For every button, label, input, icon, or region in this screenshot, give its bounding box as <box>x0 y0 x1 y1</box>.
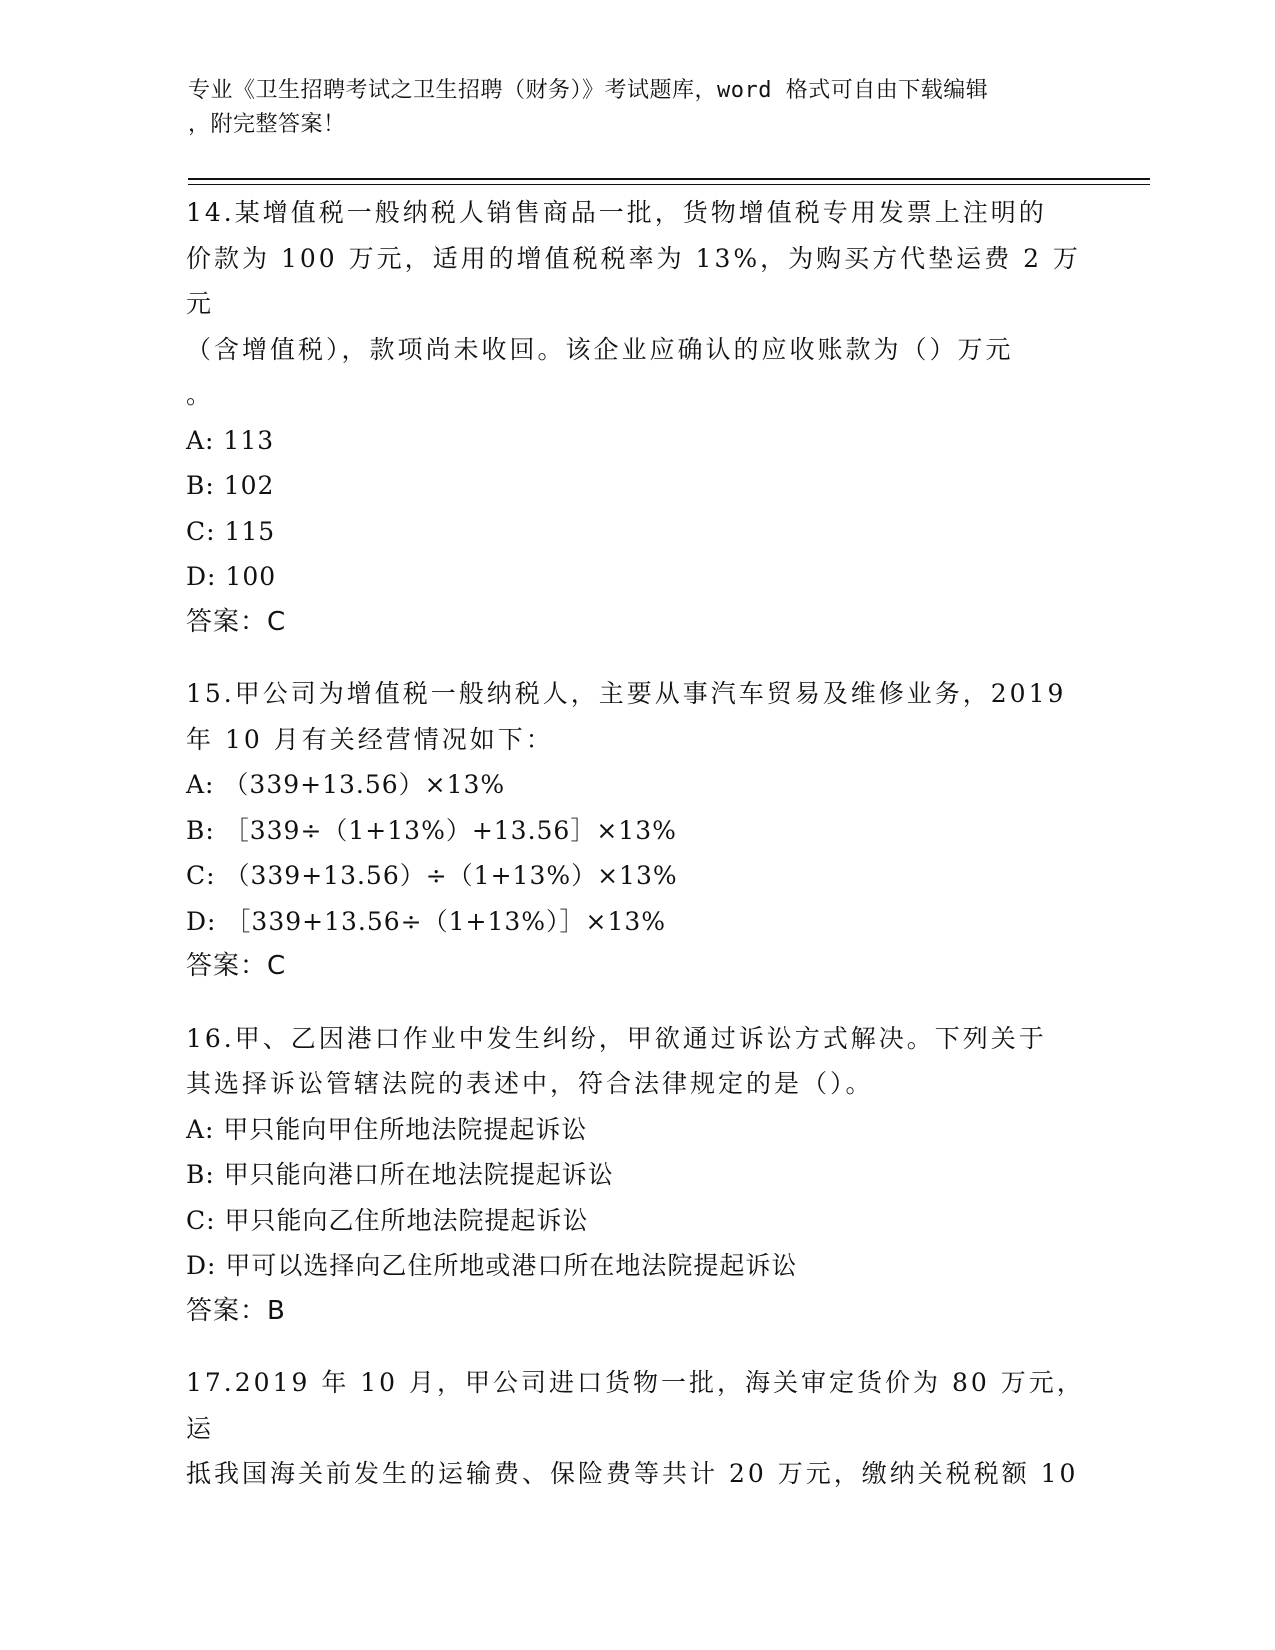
question-stem-line: （含增值税），款项尚未收回。该企业应确认的应收账款为（）万元 <box>186 334 1014 364</box>
answer-key: 答案：C <box>186 951 287 981</box>
answer-option: C: 甲只能向乙住所地法院提起诉讼 <box>186 1205 589 1235</box>
question-list <box>186 190 1086 1523</box>
answer-option: D: 甲可以选择向乙住所地或港口所在地法院提起诉讼 <box>186 1251 798 1280</box>
question-block <box>186 190 1086 645</box>
question-block <box>186 1016 1086 1335</box>
answer-option: C: 115 <box>186 516 276 546</box>
answer-option: B: ［339÷（1+13%）+13.56］×13% <box>186 815 677 845</box>
question-stem-line: 其选择诉讼管辖法院的表述中，符合法律规定的是（）。 <box>186 1069 874 1098</box>
question-block <box>186 671 1086 990</box>
answer-key: 答案：C <box>186 606 287 637</box>
question-stem-line: 。 <box>186 380 215 409</box>
answer-option: B: 102 <box>186 471 275 500</box>
answer-key: 答案：B <box>186 1295 286 1326</box>
question-stem-line: 14.某增值税一般纳税人销售商品一批，货物增值税专用发票上注明的 <box>186 198 1047 227</box>
answer-option: C: （339+13.56）÷（1+13%）×13% <box>186 861 678 890</box>
question-stem-line: 17.2019 年 10 月，甲公司进口货物一批，海关审定货价为 80 万元，运 <box>186 1368 1085 1443</box>
header-divider-thin <box>188 184 1150 185</box>
header-line-1: 专业《卫生招聘考试之卫生招聘（财务）》考试题库，word 格式可自由下载编辑 <box>188 78 989 103</box>
question-stem-line: 价款为 100 万元，适用的增值税税率为 13%，为购买方代垫运费 2 万元 <box>186 243 1081 318</box>
answer-option: A: 113 <box>186 425 275 455</box>
header-divider-thick <box>188 178 1150 180</box>
question-stem-line: 15.甲公司为增值税一般纳税人，主要从事汽车贸易及维修业务，2019 <box>186 679 1067 708</box>
question-stem-line: 年 10 月有关经营情况如下： <box>186 724 554 754</box>
answer-option: A: （339+13.56）×13% <box>186 770 506 799</box>
document-header <box>188 74 1088 142</box>
answer-option: D: 100 <box>186 562 277 591</box>
question-block <box>186 1360 1086 1497</box>
header-line-2: ，附完整答案！ <box>188 112 346 137</box>
answer-option: D: ［339+13.56÷（1+13%）］×13% <box>186 906 667 936</box>
answer-option: B: 甲只能向港口所在地法院提起诉讼 <box>186 1160 614 1189</box>
answer-option: A: 甲只能向甲住所地法院提起诉讼 <box>186 1114 588 1144</box>
question-stem-line: 16.甲、乙因港口作业中发生纠纷，甲欲通过诉讼方式解决。下列关于 <box>186 1023 1047 1053</box>
question-stem-line: 抵我国海关前发生的运输费、保险费等共计 20 万元，缴纳关税税额 10 <box>186 1459 1079 1488</box>
